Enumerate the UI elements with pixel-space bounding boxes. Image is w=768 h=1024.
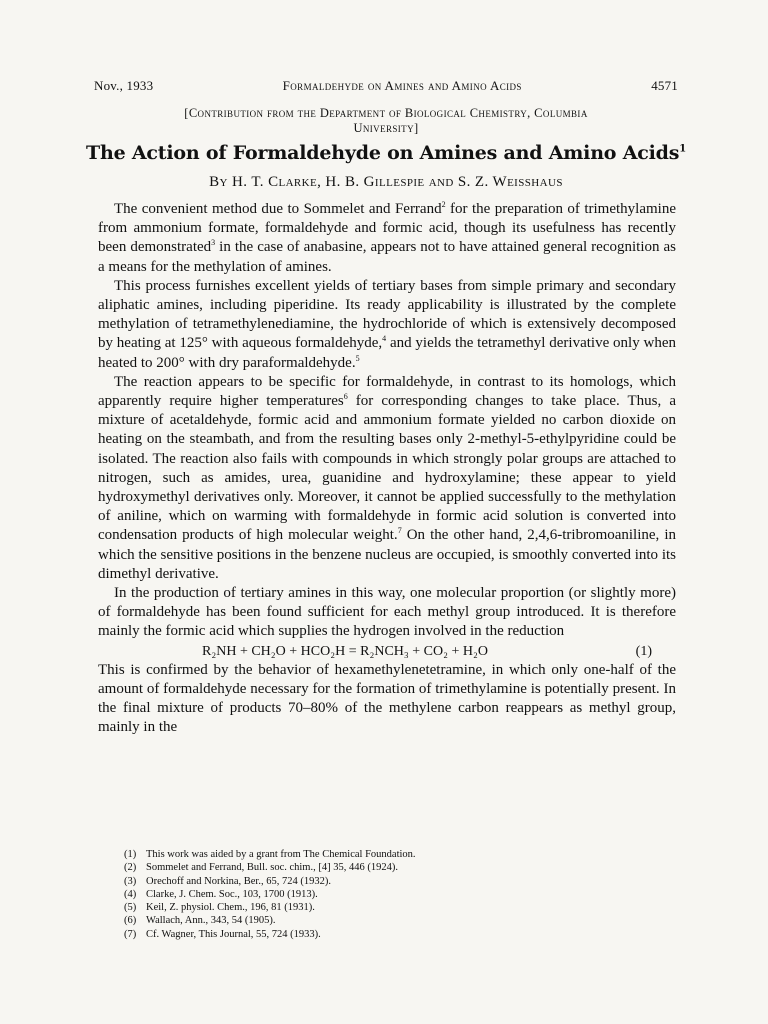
equation-number: (1) bbox=[635, 643, 652, 659]
footnote-number: (2) bbox=[124, 862, 137, 874]
footnote-text: This work was aided by a grant from The Chemical Foundation. bbox=[146, 849, 416, 860]
footnote-ref: 2 bbox=[441, 200, 446, 209]
footnote-ref: 4 bbox=[382, 334, 387, 344]
footnote-ref: 3 bbox=[211, 238, 216, 248]
p3-text-a: The reaction appears to be specific for formaldehyde, in contrast to its homologs, which apparently require higher temperatures bbox=[98, 373, 676, 410]
footnote bbox=[124, 861, 644, 874]
contribution-note bbox=[100, 106, 672, 136]
p1-text-a: The convenient method due to Sommelet and Ferrand bbox=[114, 201, 442, 217]
footnote-ref: 7 bbox=[397, 526, 402, 536]
footnote-text: Clarke, J. Chem. Soc., 103, 1700 (1913). bbox=[146, 888, 318, 900]
footnote-ref: 5 bbox=[355, 353, 360, 363]
footnote-text: Wallach, Ann., 343, 54 (1905). bbox=[146, 915, 276, 927]
footnote-number: (7) bbox=[124, 928, 137, 940]
footnote-number: (4) bbox=[124, 888, 137, 900]
p2-text-a: This process furnishes excellent yields of tertiary bases from simple primary and secondary aliphatic amines, including piperidine. Its ready applicability is illustrated by the complete methylation of tetramethylenediamine, the hydrochloride of which is extensively decomposed by heating at 125° with aqueous formaldehyde, bbox=[98, 277, 676, 352]
contribution-line-2: University] bbox=[353, 121, 419, 135]
contribution-line-1: [Contribution from the Department of Biological Chemistry, Columbia bbox=[184, 106, 588, 120]
footnote-number: (5) bbox=[124, 902, 137, 914]
equation-text: R₂NH + CH₂O + HCO₂H = R₂NCH₃ + CO₂ + H₂O bbox=[202, 643, 488, 659]
footnote-ref: 6 bbox=[343, 392, 348, 402]
paragraph-3 bbox=[98, 373, 676, 584]
footnote-number: (3) bbox=[124, 875, 137, 887]
article-authors: By H. T. Clarke, H. B. Gillespie and S. Z. Weisshaus bbox=[209, 174, 563, 190]
paragraph-1 bbox=[98, 200, 676, 277]
paragraph-5: This is confirmed by the behavior of hexamethylenetetramine, in which only one-half of the amount of formaldehyde necessary for the formation of trimethylamine is potentially present. In the final mixture of products 70–80% of the methylene carbon reappears as methyl group, mainly in the bbox=[98, 661, 676, 736]
footnote bbox=[124, 928, 644, 941]
equation-1 bbox=[98, 642, 676, 661]
p3-text-c: On the other hand, 2,4,6-tribromoaniline, in which the sensitive positions in the benzene nucleus are occupied, is smoothly converted into its dimethyl derivative. bbox=[98, 527, 677, 582]
footnote-text: Keil, Z. physiol. Chem., 196, 81 (1931). bbox=[146, 902, 315, 914]
footnote-number: (1) bbox=[124, 849, 137, 860]
paragraph-2 bbox=[98, 277, 676, 373]
article-title-text: The Action of Formaldehyde on Amines and Amino Acids bbox=[86, 142, 680, 164]
footnote-number: (6) bbox=[124, 915, 137, 927]
p3-text-b: for corresponding changes to take place. Thus, a mixture of acetaldehyde, formic acid and ammonium formate yielded no carbon dioxide on heating on the steambath, and from the resulting bases only 2-methyl-5-ethylpyridine could be isolated. The reaction also fails with compounds in which strongly polar groups are attached to nitrogen, such as amides, urea, guanidine and hydroxylamine; these appear to yield hydroxymethyl derivatives only. Moreover, it cannot be applied successfully to the methylation of aniline, which on warming with formaldehyde in formic acid solution is converted into condensation products of high molecular weight. bbox=[98, 393, 676, 544]
title-footnote-marker: 1 bbox=[679, 143, 686, 155]
footnote-text: Orechoff and Norkina, Ber., 65, 724 (1932). bbox=[146, 875, 331, 887]
footnote-text: Sommelet and Ferrand, Bull. soc. chim., [4] 35, 446 (1924). bbox=[146, 862, 398, 874]
footnote-text: Cf. Wagner, This Journal, 55, 724 (1933). bbox=[146, 928, 321, 940]
p2-text-b: and yields the tetramethyl derivative only when heated to 200° with dry paraformaldehyde. bbox=[98, 335, 677, 371]
footnote bbox=[124, 888, 644, 901]
paragraph-4: In the production of tertiary amines in this way, one molecular proportion (or slightly more) of formaldehyde has been found sufficient for each methyl group introduced. It is therefore mainly the formic acid which supplies the hydrogen involved in the reduction bbox=[98, 585, 676, 640]
p1-text-c: in the case of anabasine, appears not to have attained general recognition as a means for the methylation of amines. bbox=[98, 239, 677, 275]
footnote bbox=[124, 848, 644, 861]
issue-date: Nov., 1933 bbox=[94, 78, 154, 93]
footnotes bbox=[124, 848, 644, 941]
page-number: 4571 bbox=[651, 78, 678, 93]
running-title: Formaldehyde on Amines and Amino Acids bbox=[282, 78, 522, 93]
footnote bbox=[124, 901, 644, 914]
article-body bbox=[98, 200, 676, 738]
running-head bbox=[94, 78, 678, 94]
article-title bbox=[60, 142, 712, 164]
footnote bbox=[124, 875, 644, 888]
footnote bbox=[124, 914, 644, 927]
p1-text-b: for the preparation of trimethylamine from ammonium formate, formaldehyde and formic acid, though its usefulness has recently been demonstrated bbox=[98, 201, 676, 256]
